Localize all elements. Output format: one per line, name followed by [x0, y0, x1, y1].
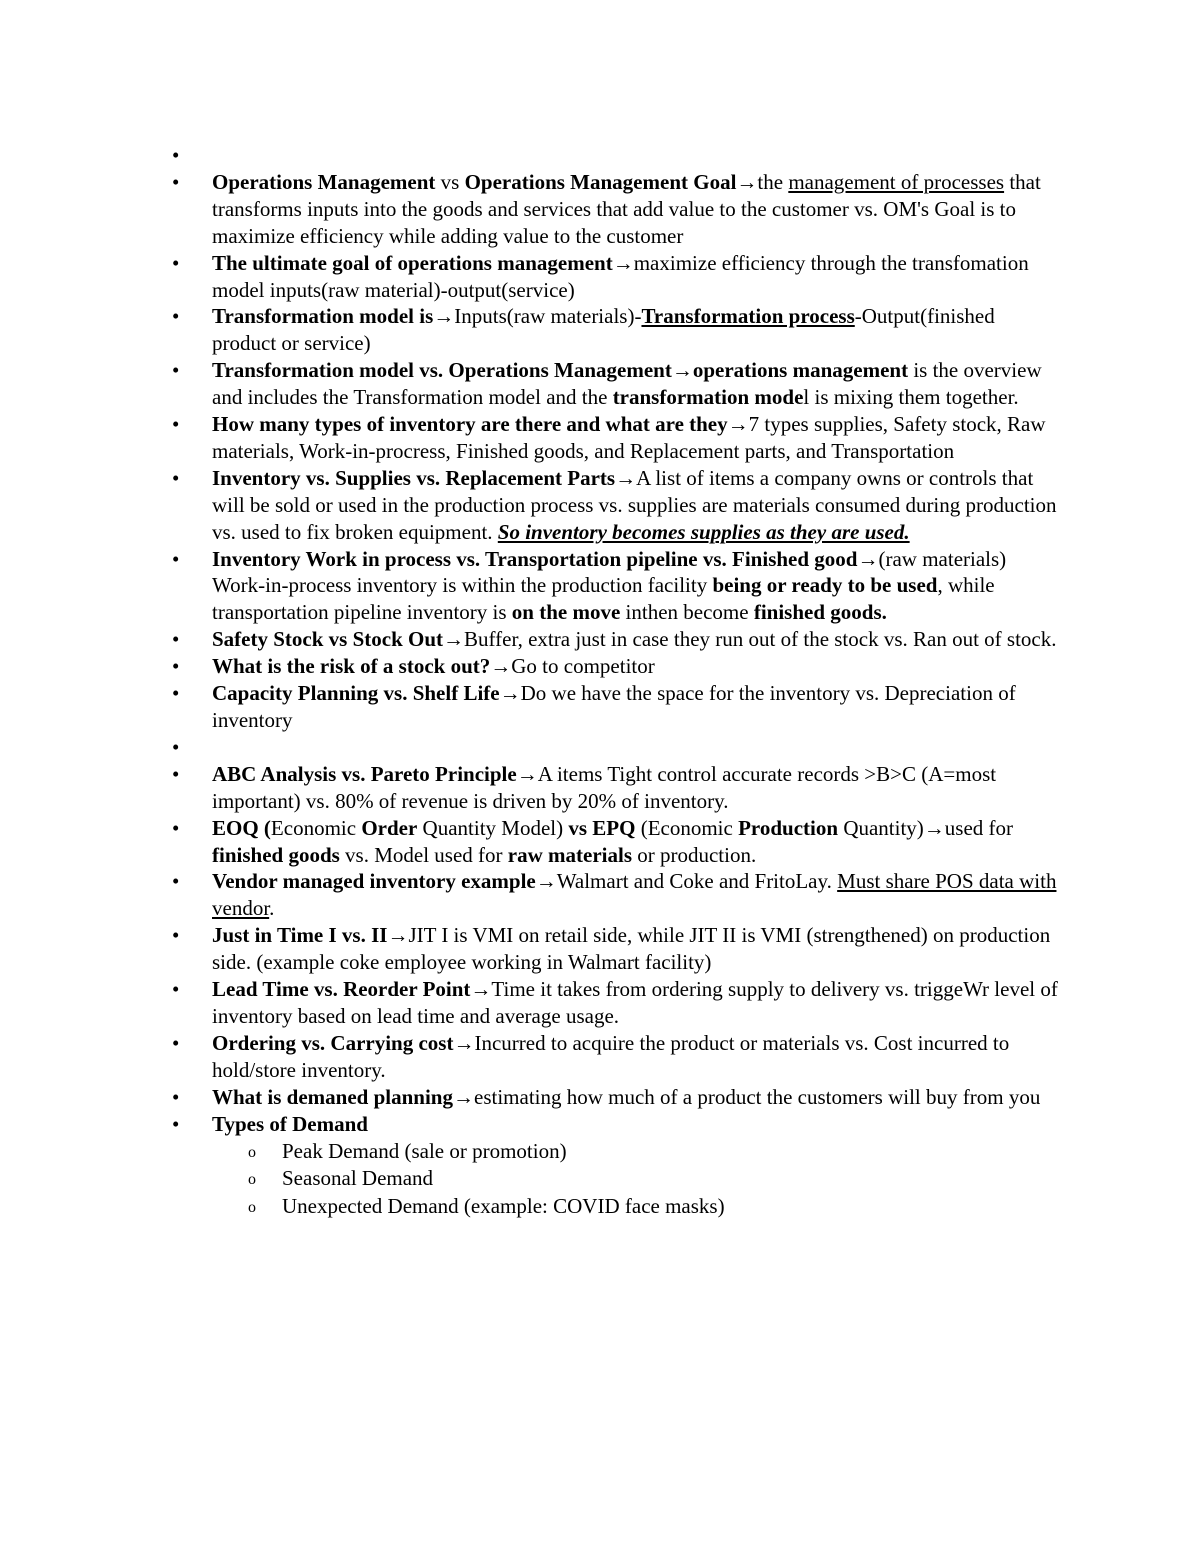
bold-term: raw materials — [507, 842, 632, 867]
underlined-text: management of processes — [788, 169, 1005, 194]
body-text: →maximize efficiency through the transfomation model inputs(raw material)-output(service) — [212, 250, 1029, 302]
bold-term: Transformation model is — [212, 304, 434, 329]
body-text: (Economic — [635, 815, 739, 840]
body-text: →estimating how much of a product the customers will buy from you — [453, 1084, 1041, 1109]
body-text: vs. Model used for — [339, 842, 508, 867]
bullet-item — [172, 1030, 1062, 1084]
emphasis-text: So inventory becomes supplies as they are used. — [497, 519, 910, 544]
body-text: →Time it takes from ordering supply to delivery vs. triggeWr level of inventory based on lead time and average usage. — [212, 977, 1058, 1028]
bold-term: finished goods — [212, 842, 340, 867]
bold-term: Inventory vs. Supplies vs. Replacement Parts — [212, 465, 616, 490]
body-text: →Buffer, extra just in case they run out of the stock vs. Ran out of stock. — [443, 627, 1057, 652]
bullet-item — [172, 357, 1062, 411]
body-text: . — [269, 896, 275, 921]
body-text: →the — [736, 169, 789, 194]
sub-bullet-list — [212, 1138, 1062, 1221]
bold-term: The ultimate goal of operations management — [212, 250, 613, 275]
body-text: Economic — [270, 815, 362, 840]
sub-bullet-item: o Seasonal Demand — [212, 1165, 1062, 1193]
bold-term: Operations Management Goal — [464, 169, 737, 194]
body-text: →Incurred to acquire the product or materials vs. Cost incurred to hold/store inventory. — [212, 1030, 1010, 1082]
bullet-item — [172, 976, 1062, 1030]
body-text: is the overview and includes the Transformation model and the — [212, 358, 1042, 410]
bullet-list — [172, 142, 1062, 1220]
bold-term: Vendor managed inventory example — [212, 869, 536, 894]
empty-bullet-item — [172, 142, 1062, 169]
bold-term: Inventory Work in process vs. Transportation pipeline vs. Finished good — [212, 546, 858, 571]
body-text: →A list of items a company owns or controls that will be sold or used in the production process vs. supplies are materials consumed during production vs. used to fix broken equipment. — [212, 465, 1057, 544]
body-text: →A items Tight control accurate records >B>C (A=most important) vs. 80% of revenue is driven by 20% of inventory. — [212, 761, 997, 813]
bullet-item — [172, 653, 1062, 680]
empty-bullet-item — [172, 734, 1062, 761]
bold-term: What is the risk of a stock out? — [212, 654, 491, 679]
body-text: vs — [435, 169, 465, 194]
sub-bullet-item: o Peak Demand (sale or promotion) — [212, 1138, 1062, 1166]
body-text: →JIT I is VMI on retail side, while JIT II is VMI (strengthened) on production side. (example coke employee working in Walmart facility) — [212, 923, 1051, 975]
bold-term: Types of Demand — [212, 1111, 368, 1136]
body-text: → — [671, 358, 693, 383]
bullet-item — [172, 761, 1062, 815]
bold-term: being or ready to be used — [712, 573, 938, 598]
body-text: →Inputs(raw materials)- — [433, 304, 642, 329]
body-text: →Walmart and Coke and FritoLay. — [535, 869, 838, 894]
bullet-item — [172, 250, 1062, 304]
bold-term: Capacity Planning vs. Shelf Life — [212, 681, 500, 706]
body-text: that transforms inputs into the goods and services that add value to the customer vs. OM's Goal is to maximize efficiency while adding value to the customer — [212, 169, 1041, 248]
bold-term: finished goods. — [753, 600, 887, 625]
body-text: Quantity)→used for — [838, 815, 1014, 840]
body-text: →Do we have the space for the inventory vs. Depreciation of inventory — [212, 681, 1016, 733]
bold-term: Production — [738, 815, 839, 840]
bullet-item — [172, 626, 1062, 653]
bold-term: EOQ ( — [212, 815, 271, 840]
bullet-item — [172, 868, 1062, 922]
bold-term: on the move — [511, 600, 621, 625]
bullet-item — [172, 680, 1062, 734]
bullet-item — [172, 922, 1062, 976]
bullet-item — [172, 303, 1062, 357]
bold-term: ABC Analysis vs. Pareto Principle — [212, 761, 517, 786]
bold-term: vs EPQ — [568, 815, 636, 840]
bold-term: Just in Time I vs. II — [212, 923, 388, 948]
body-text: -Output(finished product or service) — [212, 304, 995, 356]
bold-term: Lead Time vs. Reorder Point — [212, 977, 471, 1002]
bold-underlined-term: Transformation process — [641, 304, 855, 329]
bold-term: What is demaned planning — [212, 1084, 453, 1109]
bullet-item — [172, 1084, 1062, 1111]
body-text: or production. — [632, 842, 757, 867]
body-text: l is mixing them together. — [803, 385, 1019, 410]
bold-term: transformation mode — [612, 385, 804, 410]
bold-term: operations management — [692, 358, 909, 383]
bullet-item — [172, 411, 1062, 465]
body-text: →(raw materials) Work-in-process inventory is within the production facility — [212, 546, 1007, 598]
bold-term: Order — [361, 815, 418, 840]
bullet-item — [172, 546, 1062, 627]
body-text: inthen become — [620, 600, 754, 625]
bold-term: Transformation model vs. Operations Management — [212, 358, 672, 383]
body-text: , while transportation pipeline inventory is — [212, 573, 995, 625]
bold-term: Safety Stock vs Stock Out — [212, 627, 444, 652]
bullet-item — [172, 815, 1062, 869]
body-text: Quantity Model) — [417, 815, 569, 840]
bold-term: How many types of inventory are there and what are they — [212, 412, 728, 437]
bullet-item — [172, 169, 1062, 250]
underlined-text: Must share POS data with vendor — [212, 869, 1057, 921]
bullet-item — [172, 465, 1062, 546]
body-text: →Go to competitor — [490, 654, 655, 679]
sub-bullet-item: o Unexpected Demand (example: COVID face masks) — [212, 1193, 1062, 1221]
body-text: →7 types supplies, Safety stock, Raw materials, Work-in-procress, Finished goods, and Replacement parts, and Transportation — [212, 412, 1046, 463]
bold-term: Operations Management — [212, 169, 436, 194]
bullet-item — [172, 1111, 1062, 1220]
bold-term: Ordering vs. Carrying cost — [212, 1030, 454, 1055]
